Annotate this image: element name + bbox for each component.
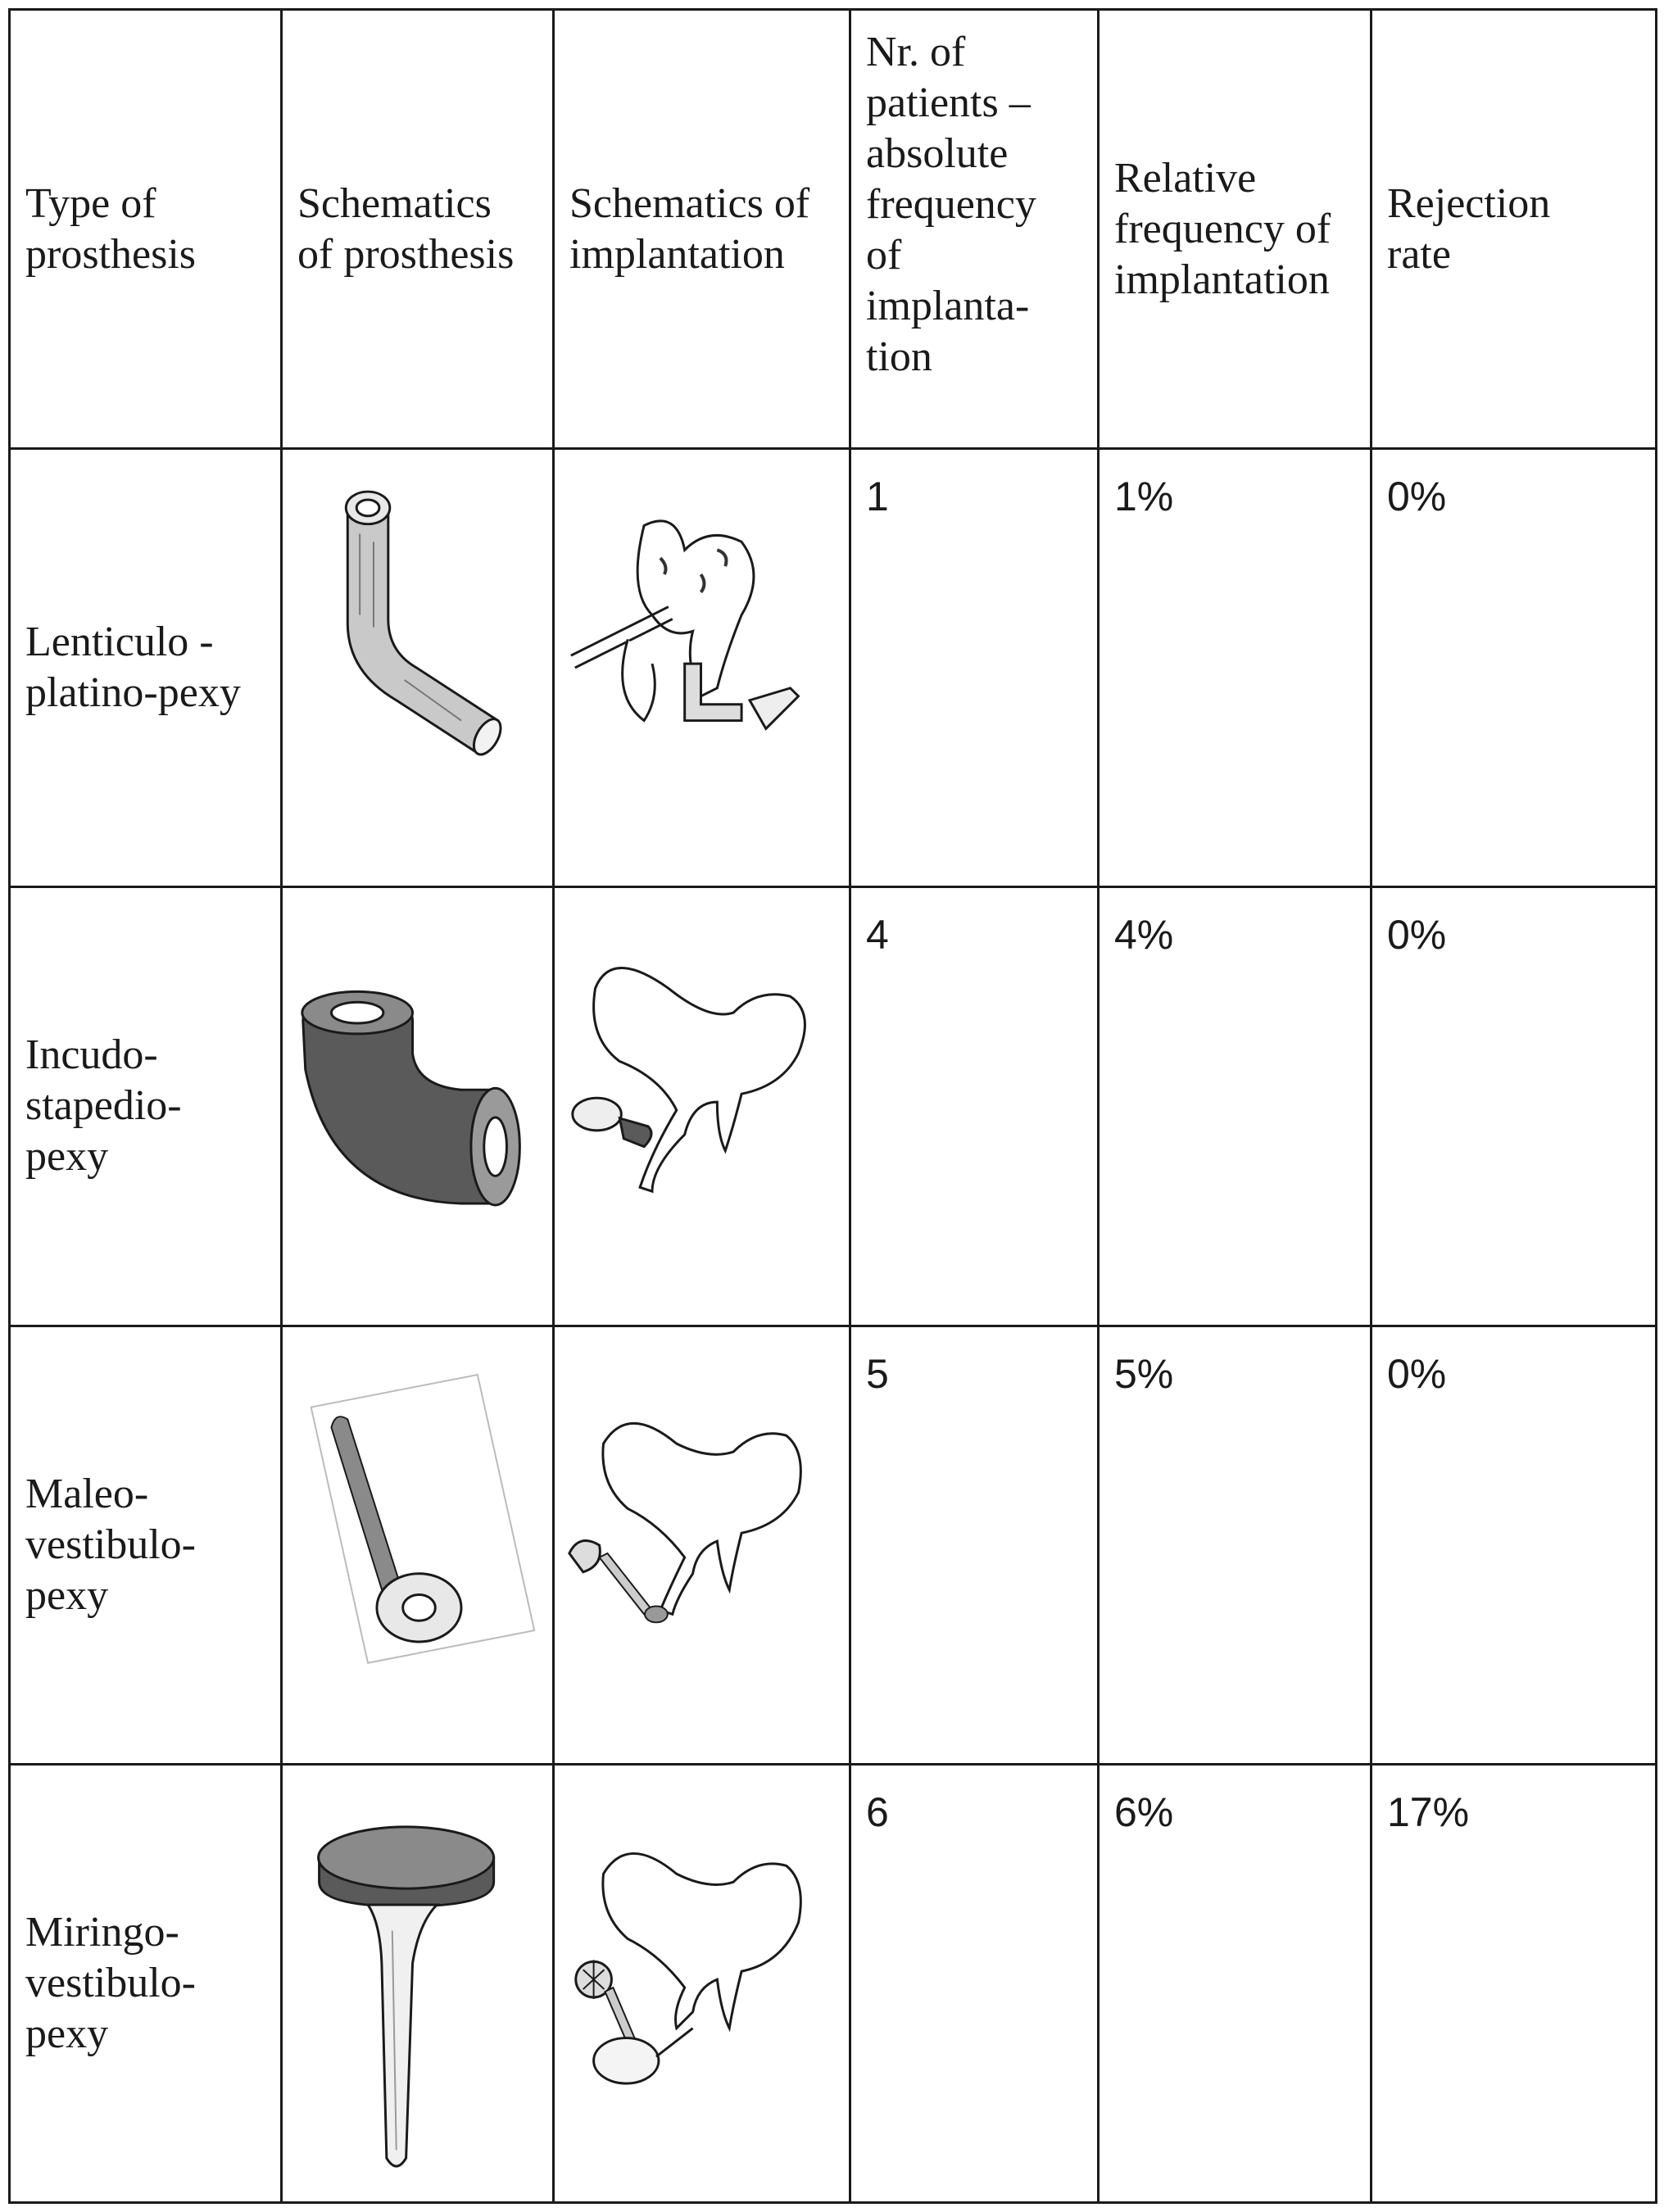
implantation-schematic-cell — [554, 449, 850, 887]
ossicle-implant-icon — [555, 888, 849, 1324]
ring-rod-prosthesis-icon — [283, 1327, 552, 1763]
header-schematics-prosthesis: Schematics of prosthesis — [297, 179, 515, 278]
implantation-schematic-cell — [554, 1764, 850, 2202]
implantation-schematic-cell — [554, 1326, 850, 1764]
header-cell-rejection-rate — [1372, 10, 1657, 449]
header-nr-patients: Nr. of patients – absolute frequency of implanta- tion — [866, 29, 1036, 380]
disc-pin-prosthesis-icon — [283, 1766, 552, 2201]
relative-frequency-cell — [1099, 1764, 1372, 2202]
header-relative-frequency: Relative frequency of implantation — [1114, 154, 1331, 303]
prosthesis-schematic-cell — [282, 449, 554, 887]
rejection-rate-value: 17% — [1387, 1788, 1470, 1835]
nr-patients-value: 5 — [866, 1350, 889, 1397]
rejection-rate-cell — [1372, 1326, 1657, 1764]
nr-patients-value: 1 — [866, 474, 889, 520]
table-row — [10, 887, 1657, 1326]
nr-patients-cell — [850, 1326, 1099, 1764]
header-row — [10, 10, 1657, 449]
prosthesis-type: Maleo- vestibulo- pexy — [25, 1470, 196, 1619]
relative-frequency-value: 1% — [1114, 474, 1174, 520]
prosthesis-schematic-cell — [282, 1326, 554, 1764]
ossicle-implant-icon — [555, 1327, 849, 1763]
elbow-tube-prosthesis-icon — [283, 888, 552, 1324]
relative-frequency-cell — [1099, 887, 1372, 1326]
header-rejection-rate: Rejection rate — [1387, 179, 1551, 278]
nr-patients-cell — [850, 1764, 1099, 2202]
prosthesis-type: Lenticulo - platino-pexy — [25, 619, 241, 717]
header-cell-relative-frequency — [1099, 10, 1372, 449]
ossicle-implant-icon — [555, 1766, 849, 2201]
rejection-rate-cell — [1372, 887, 1657, 1326]
prosthesis-schematic-cell — [282, 1764, 554, 2202]
type-cell — [10, 887, 282, 1326]
nr-patients-value: 4 — [866, 912, 889, 959]
rejection-rate-value: 0% — [1387, 912, 1447, 959]
header-schematics-implantation: Schematics of implantation — [569, 179, 810, 278]
relative-frequency-cell — [1099, 1326, 1372, 1764]
prosthesis-type: Miringo- vestibulo- pexy — [25, 1908, 196, 2057]
type-cell — [10, 449, 282, 887]
table-row — [10, 1326, 1657, 1764]
bent-tube-prosthesis-icon — [283, 450, 552, 886]
header-cell-type — [10, 10, 282, 449]
rejection-rate-cell — [1372, 1764, 1657, 2202]
relative-frequency-value: 6% — [1114, 1788, 1174, 1835]
header-type: Type of prosthesis — [25, 179, 196, 278]
prosthesis-schematic-cell — [282, 887, 554, 1326]
header-cell-nr-patients — [850, 10, 1099, 449]
relative-frequency-value: 5% — [1114, 1350, 1174, 1397]
table-row — [10, 449, 1657, 887]
nr-patients-cell — [850, 887, 1099, 1326]
rejection-rate-value: 0% — [1387, 474, 1447, 520]
rejection-rate-cell — [1372, 449, 1657, 887]
header-cell-schematics-prosthesis — [282, 10, 554, 449]
prosthesis-type: Incudo- stapedio- pexy — [25, 1031, 182, 1181]
rejection-rate-value: 0% — [1387, 1350, 1447, 1397]
header-cell-schematics-implantation — [554, 10, 850, 449]
ossicle-implant-icon — [555, 450, 849, 886]
nr-patients-value: 6 — [866, 1788, 889, 1835]
relative-frequency-value: 4% — [1114, 912, 1174, 959]
nr-patients-cell — [850, 449, 1099, 887]
implantation-schematic-cell — [554, 887, 850, 1326]
type-cell — [10, 1764, 282, 2202]
prosthesis-table — [8, 8, 1657, 2204]
relative-frequency-cell — [1099, 449, 1372, 887]
table-row — [10, 1764, 1657, 2202]
type-cell — [10, 1326, 282, 1764]
